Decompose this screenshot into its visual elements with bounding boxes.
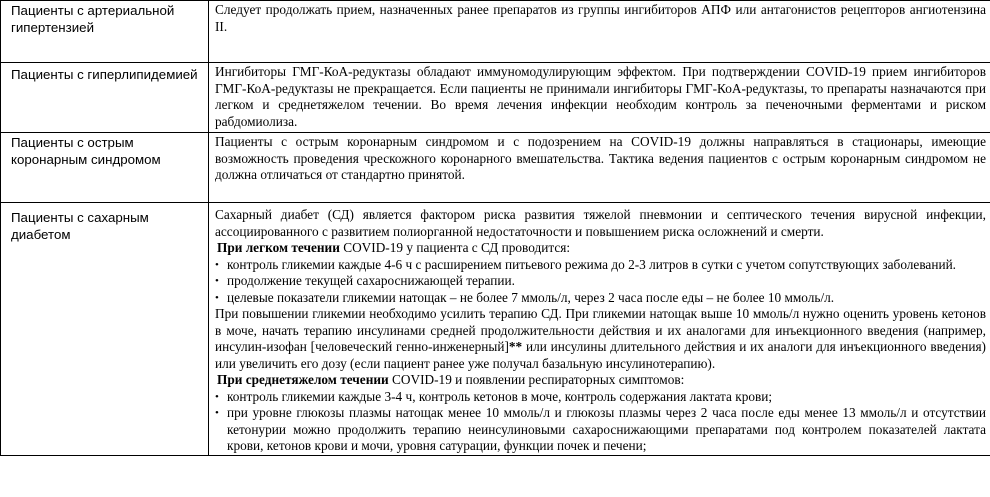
- footnote-marker: **: [508, 339, 523, 354]
- mild-course-title-tail: COVID-19 у пациента с СД проводится:: [339, 240, 571, 255]
- row-label: Пациенты с сахарным диабетом: [1, 203, 209, 456]
- list-item: [215, 273, 986, 290]
- row-text: [209, 203, 990, 456]
- row-text: Пациенты с острым коронарным синдромом и с подозрением на COVID-19 должны направляться в стационары, имеющие возможность проведения чрескожного коронарного вмешательства. Тактика ведения пациентов с острым коронарным синдромом не должна отличаться от стандартно принятой.: [209, 133, 990, 203]
- paragraph-part: или инсулины длительного действия и их аналоги для инъекционного введения) или увеличить его дозу (если пациент ранее уже получал базальную инсулинотерапию).: [215, 339, 986, 371]
- glycemia-increase-paragraph: [215, 306, 986, 372]
- list-item-text: при уровне глюкозы плазмы натощак менее 10 ммоль/л и глюкозы плазмы через 2 часа после еды менее 13 ммоль/л и отсутствии кетонурии можно продолжить терапию неинсулиновыми сахароснижающими препаратами под контролем показателей лактата крови, кетонов крови и мочи, уровня сатурации, функции почек и печени;: [227, 405, 986, 453]
- bullet-icon: •: [215, 390, 219, 403]
- bullet-icon: •: [215, 275, 219, 287]
- mild-course-title: При легком течении: [217, 240, 340, 255]
- table-row: [1, 203, 990, 456]
- row-text: Ингибиторы ГМГ-КоА-редуктазы обладают иммуномодулирующим эффектом. При подтверждении COVID-19 прием ингибиторов ГМГ-КоА-редуктазы не прекращается. Если пациенты не принимали ингибиторы ГМГ-КоА-редуктазы, то препараты назначаются при легком и среднетяжелом течении. Во время лечения инфекции необходим контроль за печеночными ферментами и риском рабдомиолиза.: [209, 63, 990, 133]
- row-text: Следует продолжать прием, назначенных ранее препаратов из группы ингибиторов АПФ или антагонистов рецепторов ангиотензина II.: [209, 1, 990, 63]
- table-row: [1, 1, 990, 63]
- bullet-icon: •: [215, 407, 219, 419]
- list-item-text: целевые показатели гликемии натощак – не более 7 ммоль/л, через 2 часа после еды – не более 10 ммоль/л.: [227, 289, 835, 305]
- bullet-icon: •: [215, 291, 219, 304]
- list-item-text: продолжение текущей сахароснижающей терапии.: [227, 273, 515, 288]
- table-row: [1, 63, 990, 133]
- list-item: [215, 257, 986, 274]
- bullet-icon: •: [215, 258, 219, 271]
- paragraph-part: При повышении гликемии необходимо усилить терапию СД. При гликемии натощак выше 10 ммоль/л нужно оценить уровень кетонов в моче, начать терапию инсулинами средней продолжительности действия и их аналогами для инъекционного введения (например, инсулин-изофан [человеческий генно-инженерный]: [215, 306, 986, 354]
- row-label: Пациенты с гиперлипидемией: [1, 63, 209, 133]
- list-item-text: контроль гликемии каждые 3-4 ч, контроль кетонов в моче, контроль содержания лактата крови;: [227, 388, 773, 404]
- list-item-text: контроль гликемии каждые 4-6 ч с расширением питьевого режима до 2-3 литров в сутки с учетом сопутствующих заболеваний.: [227, 256, 957, 272]
- list-item: [215, 389, 986, 406]
- diabetes-intro: Сахарный диабет (СД) является фактором риска развития тяжелой пневмонии и септического течения вирусной инфекции, ассоциированного с развитием полиорганной недостаточности и повышением риска осложнений и смерти.: [215, 207, 986, 239]
- moderate-course-title: При среднетяжелом течении: [217, 372, 389, 387]
- moderate-course-title-tail: COVID-19 и появлении респираторных симптомов:: [388, 372, 685, 387]
- list-item: [215, 290, 986, 307]
- mild-course-heading: [215, 240, 986, 257]
- row-label: Пациенты с острым коронарным синдромом: [1, 133, 209, 203]
- table-row: [1, 133, 990, 203]
- row-label: Пациенты с артериальной гипертензией: [1, 1, 209, 63]
- moderate-course-heading: [215, 372, 986, 389]
- list-item: [215, 405, 986, 455]
